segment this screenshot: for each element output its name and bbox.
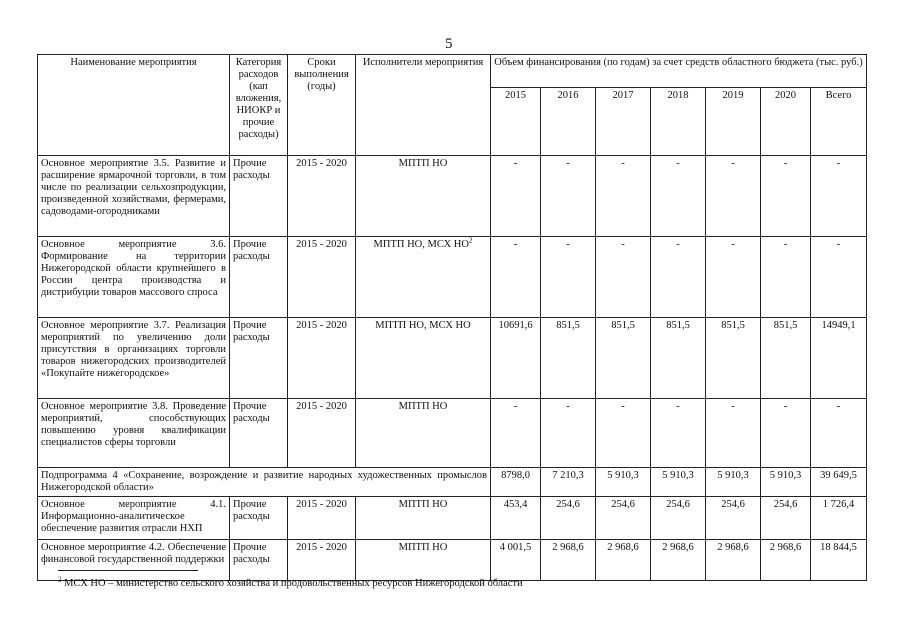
subprogram-value: 5 910,3: [761, 468, 811, 497]
budget-table: [37, 54, 867, 581]
value-cell: -: [491, 399, 541, 468]
value-cell: 254,6: [651, 497, 706, 540]
footnote-ref: 2: [468, 236, 473, 245]
subprogram-row: [38, 468, 867, 497]
terms-cell: 2015 - 2020: [288, 318, 356, 399]
value-cell: 4 001,5: [491, 540, 541, 581]
value-cell: 851,5: [761, 318, 811, 399]
terms-cell: 2015 - 2020: [288, 540, 356, 581]
value-cell: -: [541, 156, 596, 237]
activity-name: Основное мероприятие 3.6. Формирование на территории Нижегородской области крупнейшего в России центра производства и дистрибуции товаров массового спроса: [38, 237, 230, 318]
value-cell: 851,5: [651, 318, 706, 399]
value-cell: -: [761, 156, 811, 237]
value-cell: -: [491, 237, 541, 318]
footnote-separator: [58, 570, 198, 571]
executors-text: МПТП НО: [398, 542, 448, 553]
year-header: 2018: [651, 88, 706, 156]
value-cell: 453,4: [491, 497, 541, 540]
value-cell: 1 726,4: [811, 497, 867, 540]
category-cell: Прочие расходы: [230, 237, 288, 318]
header-row: [38, 55, 867, 88]
subprogram-value: 5 910,3: [651, 468, 706, 497]
executors-cell: [356, 497, 491, 540]
value-cell: 2 968,6: [761, 540, 811, 581]
header-name: Наименование мероприятия: [38, 55, 230, 156]
executors-text: МПТП НО, МСХ НО: [373, 239, 469, 250]
value-cell: 2 968,6: [596, 540, 651, 581]
terms-cell: 2015 - 2020: [288, 497, 356, 540]
value-cell: 254,6: [541, 497, 596, 540]
header-terms: Сроки выполнения (годы): [288, 55, 356, 156]
value-cell: 18 844,5: [811, 540, 867, 581]
value-cell: -: [651, 399, 706, 468]
activity-name: Основное мероприятие 4.2. Обеспечение финансовой государственной поддержки: [38, 540, 230, 581]
executors-cell: [356, 237, 491, 318]
executors-cell: [356, 318, 491, 399]
subprogram-value: 5 910,3: [706, 468, 761, 497]
year-header: 2016: [541, 88, 596, 156]
category-cell: Прочие расходы: [230, 156, 288, 237]
activity-name: Основное мероприятие 3.8. Проведение мероприятий, способствующих повышению уровня квалификации специалистов сферы торговли: [38, 399, 230, 468]
year-header: 2020: [761, 88, 811, 156]
value-cell: 2 968,6: [541, 540, 596, 581]
table-row: [38, 237, 867, 318]
terms-cell: 2015 - 2020: [288, 237, 356, 318]
activity-name: Основное мероприятие 3.5. Развитие и расширение ярмарочной торговли, в том числе по реализации сельхозпродукции, произведенной хозяйствами, фермерами, садоводами-огородниками: [38, 156, 230, 237]
value-cell: 254,6: [706, 497, 761, 540]
value-cell: -: [811, 156, 867, 237]
footnote-marker: 2: [58, 575, 62, 584]
executors-cell: [356, 156, 491, 237]
value-cell: -: [651, 156, 706, 237]
activity-name: Основное мероприятие 4.1. Информационно-аналитическое обеспечение развития отрасли НХП: [38, 497, 230, 540]
executors-text: МПТП НО: [398, 499, 448, 510]
year-header: 2019: [706, 88, 761, 156]
value-cell: 851,5: [706, 318, 761, 399]
category-cell: Прочие расходы: [230, 540, 288, 581]
year-header: Всего: [811, 88, 867, 156]
value-cell: -: [761, 237, 811, 318]
executors-cell: [356, 399, 491, 468]
value-cell: 254,6: [761, 497, 811, 540]
table-row: [38, 540, 867, 581]
table-row: [38, 399, 867, 468]
terms-cell: 2015 - 2020: [288, 156, 356, 237]
value-cell: 2 968,6: [706, 540, 761, 581]
category-cell: Прочие расходы: [230, 318, 288, 399]
subprogram-name: Подпрограмма 4 «Сохранение, возрождение и развитие народных художественных промыслов Нижегородской области»: [38, 468, 491, 497]
executors-text: МПТП НО: [398, 401, 448, 412]
value-cell: -: [491, 156, 541, 237]
table-row: [38, 497, 867, 540]
value-cell: -: [811, 237, 867, 318]
subprogram-value: 7 210,3: [541, 468, 596, 497]
footnote: [58, 575, 523, 589]
value-cell: 14949,1: [811, 318, 867, 399]
executors-text: МПТП НО: [398, 158, 448, 169]
activity-name: Основное мероприятие 3.7. Реализация мероприятий по увеличению доли присутствия в организациях торговли товаров нижегородских производителей «Покупайте нижегородское»: [38, 318, 230, 399]
executors-text: МПТП НО, МСХ НО: [375, 320, 471, 331]
footnote-text: МСХ НО – министерство сельского хозяйства и продовольственных ресурсов Нижегородской области: [64, 578, 523, 589]
value-cell: 851,5: [541, 318, 596, 399]
value-cell: -: [811, 399, 867, 468]
year-header: 2017: [596, 88, 651, 156]
terms-cell: 2015 - 2020: [288, 399, 356, 468]
value-cell: 2 968,6: [651, 540, 706, 581]
value-cell: -: [706, 399, 761, 468]
header-executors: Исполнители мероприятия: [356, 55, 491, 156]
subprogram-value: 8798,0: [491, 468, 541, 497]
value-cell: -: [596, 399, 651, 468]
value-cell: -: [706, 156, 761, 237]
value-cell: 254,6: [596, 497, 651, 540]
header-funding: Объем финансирования (по годам) за счет средств областного бюджета (тыс. руб.): [491, 55, 867, 88]
value-cell: -: [761, 399, 811, 468]
executors-cell: [356, 540, 491, 581]
subprogram-value: 5 910,3: [596, 468, 651, 497]
value-cell: -: [541, 237, 596, 318]
value-cell: -: [651, 237, 706, 318]
value-cell: -: [706, 237, 761, 318]
subprogram-value: 39 649,5: [811, 468, 867, 497]
year-header: 2015: [491, 88, 541, 156]
value-cell: -: [541, 399, 596, 468]
value-cell: -: [596, 237, 651, 318]
value-cell: -: [596, 156, 651, 237]
page-number: 5: [445, 36, 453, 52]
value-cell: 851,5: [596, 318, 651, 399]
category-cell: Прочие расходы: [230, 497, 288, 540]
table-row: [38, 156, 867, 237]
category-cell: Прочие расходы: [230, 399, 288, 468]
value-cell: 10691,6: [491, 318, 541, 399]
table-row: [38, 318, 867, 399]
header-category: Категория расходов (кап вложения, НИОКР и прочие расходы): [230, 55, 288, 156]
